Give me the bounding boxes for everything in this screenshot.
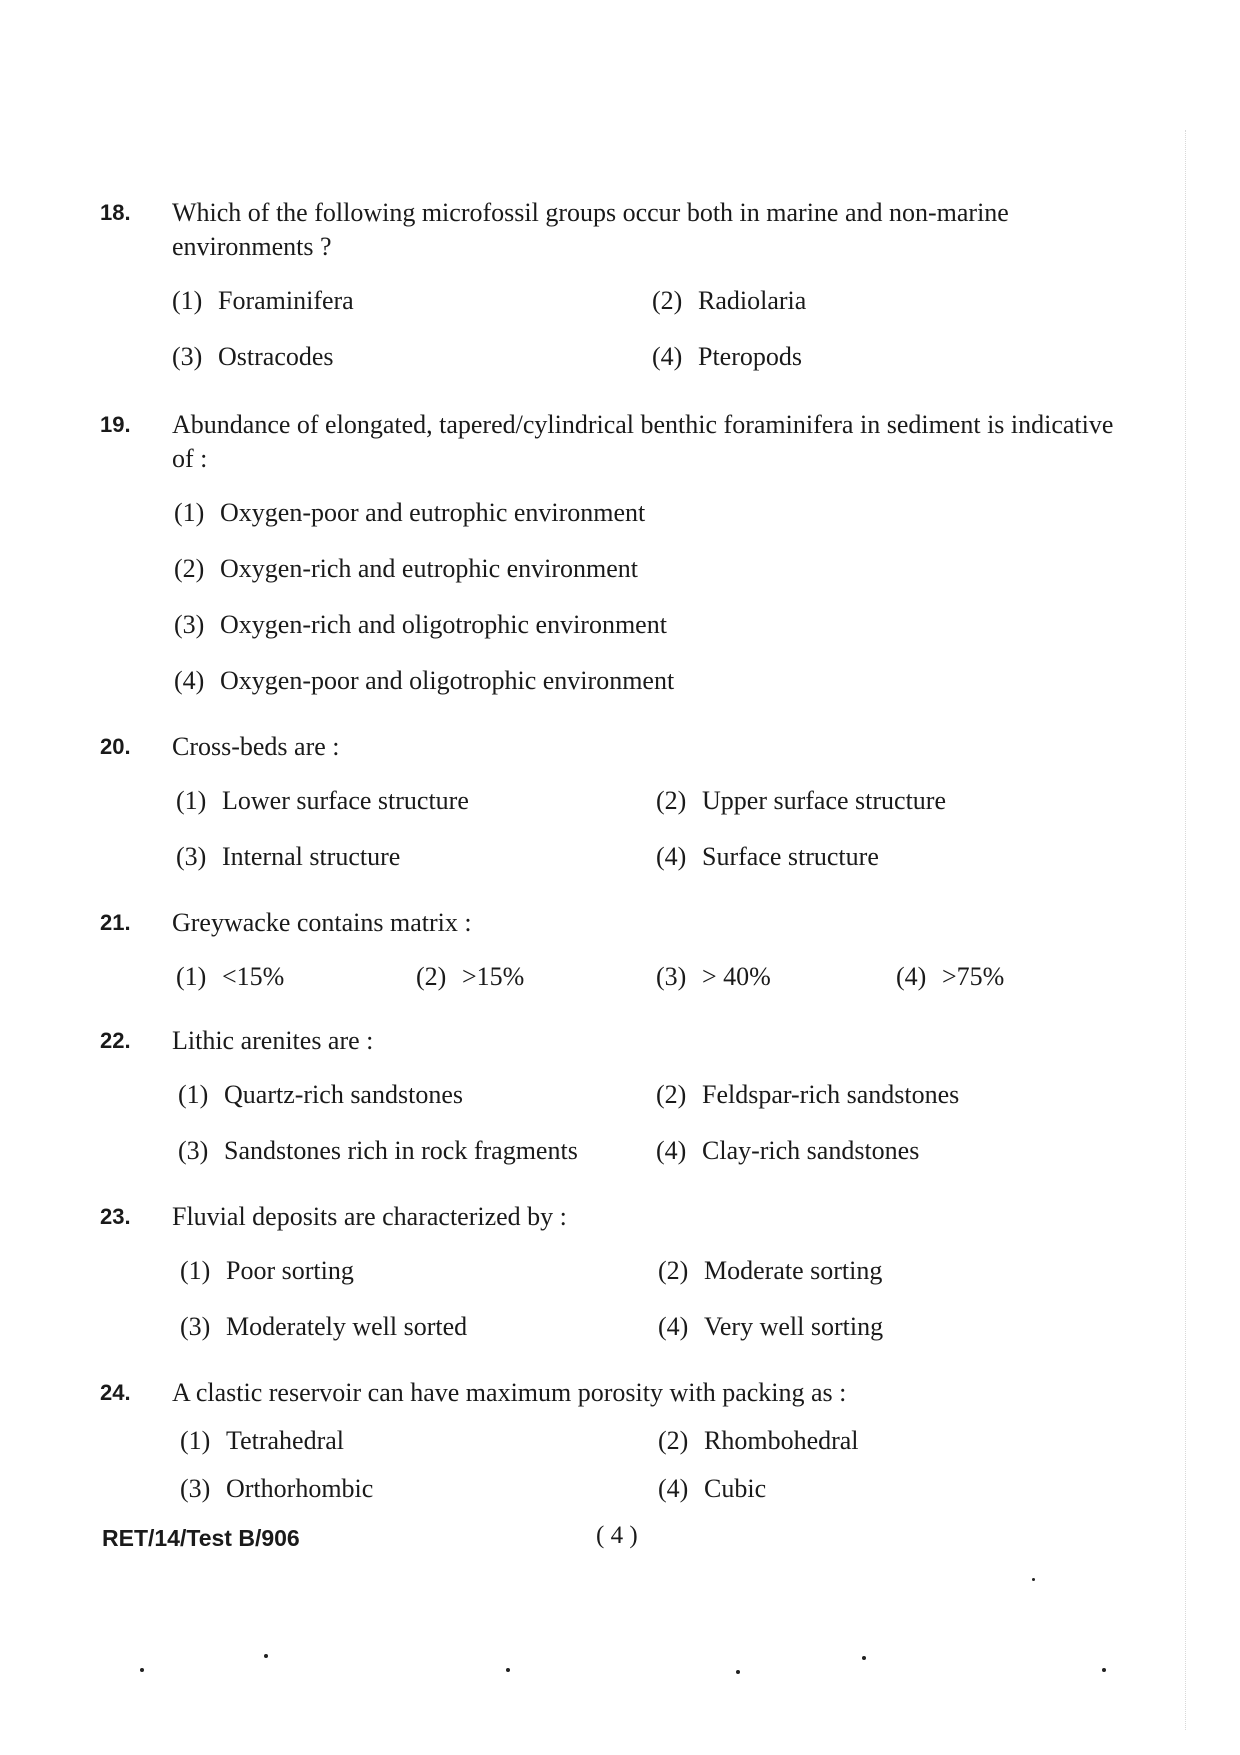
question-number: 20. [100, 734, 131, 759]
question-number: 19. [100, 412, 131, 437]
option-3: (3) Moderately well sorted [180, 1312, 468, 1341]
test-code: RET/14/Test B/906 [102, 1525, 300, 1551]
scan-speck [140, 1668, 144, 1672]
option-1: (1) Quartz-rich sandstones [178, 1080, 463, 1109]
option-2: (2) Feldspar-rich sandstones [656, 1080, 960, 1109]
option-1: (1) <15% [176, 962, 285, 991]
option-3: (3) Oxygen-rich and oligotrophic environment [174, 610, 667, 639]
question-text: Greywacke contains matrix : [172, 908, 472, 937]
option-4: (4) Very well sorting [658, 1312, 884, 1341]
option-4: (4) >75% [896, 962, 1005, 991]
question-text: Which of the following microfossil groups occur both in marine and non-marine environments ? [172, 198, 1009, 261]
question-number: 23. [100, 1204, 131, 1229]
option-4: (4) Cubic [658, 1474, 767, 1503]
scan-speck [736, 1670, 740, 1674]
option-4: (4) Pteropods [652, 342, 802, 371]
scan-speck [264, 1654, 268, 1658]
option-1: (1) Oxygen-poor and eutrophic environment [174, 498, 646, 527]
question-text: A clastic reservoir can have maximum porosity with packing as : [172, 1378, 847, 1407]
scan-speck [506, 1668, 510, 1672]
option-2: (2) Oxygen-rich and eutrophic environment [174, 554, 639, 583]
option-2: (2) >15% [416, 962, 525, 991]
question-number: 21. [100, 910, 131, 935]
option-1: (1) Lower surface structure [176, 786, 469, 815]
page-number: ( 4 ) [596, 1522, 638, 1549]
option-4: (4) Surface structure [656, 842, 879, 871]
option-2: (2) Moderate sorting [658, 1256, 883, 1285]
option-2: (2) Rhombohedral [658, 1426, 859, 1455]
question-text: Lithic arenites are : [172, 1026, 374, 1055]
scan-edge-line [1185, 130, 1187, 1730]
question-number: 18. [100, 200, 131, 225]
option-1: (1) Poor sorting [180, 1256, 354, 1285]
option-1: (1) Tetrahedral [180, 1426, 344, 1455]
option-3: (3) > 40% [656, 962, 771, 991]
option-4: (4) Oxygen-poor and oligotrophic environment [174, 666, 675, 695]
scan-speck [862, 1656, 866, 1660]
scan-speck [1102, 1668, 1106, 1672]
scan-speck [1032, 1578, 1035, 1581]
option-3: (3) Sandstones rich in rock fragments [178, 1136, 578, 1165]
option-3: (3) Orthorhombic [180, 1474, 374, 1503]
option-2: (2) Radiolaria [652, 286, 807, 315]
question-number: 22. [100, 1028, 131, 1053]
option-2: (2) Upper surface structure [656, 786, 946, 815]
question-text: Abundance of elongated, tapered/cylindrical benthic foraminifera in sediment is indicative of : [172, 410, 1114, 473]
question-text: Fluvial deposits are characterized by : [172, 1202, 567, 1231]
option-4: (4) Clay-rich sandstones [656, 1136, 920, 1165]
question-text: Cross-beds are : [172, 732, 340, 761]
option-1: (1) Foraminifera [172, 286, 354, 315]
option-3: (3) Internal structure [176, 842, 401, 871]
option-3: (3) Ostracodes [172, 342, 334, 371]
question-number: 24. [100, 1380, 131, 1405]
